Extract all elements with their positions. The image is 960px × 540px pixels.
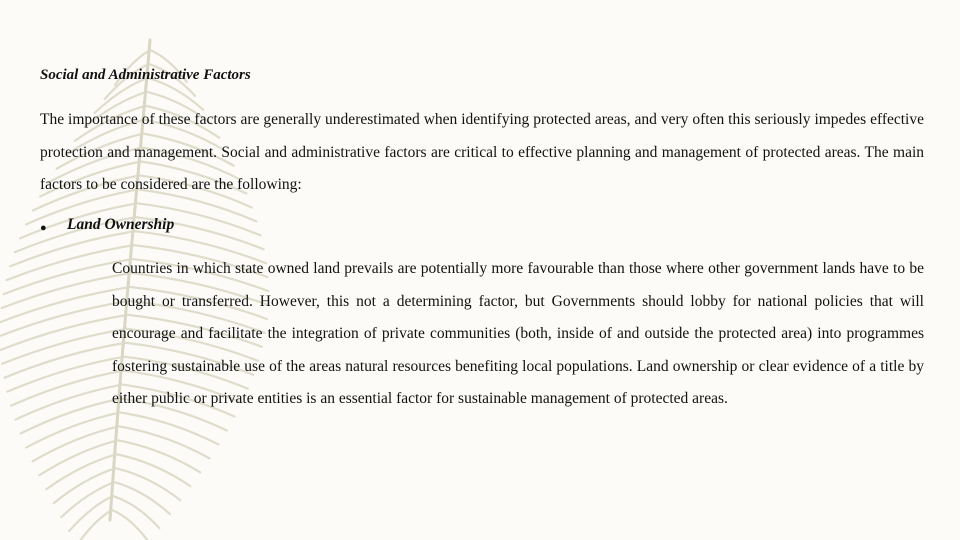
bullet-title-land-ownership: Land Ownership: [67, 216, 175, 233]
section-heading: Social and Administrative Factors: [40, 67, 251, 83]
bullet-marker: ●: [40, 222, 47, 234]
intro-paragraph: The importance of these factors are generally underestimated when identifying protected areas, and very often this seriously impedes effective protection and management. Social and administrative factors are critical to effective planning and management of protected areas. The main factors to be considered are the following:: [40, 111, 924, 194]
land-ownership-paragraph: Countries in which state owned land prevails are potentially more favourable than those where other government lands have to be bought or transferred. However, this not a determining factor, but Governments should lobby for national policies that will encourage and facilitate the integration of private communities (both, inside of and outside the protected area) into programmes fostering sustainable use of the areas natural resources benefiting local populations. Land ownership or clear evidence of a title by either public or private entities is an essential factor for sustainable management of protected areas.: [112, 260, 924, 408]
